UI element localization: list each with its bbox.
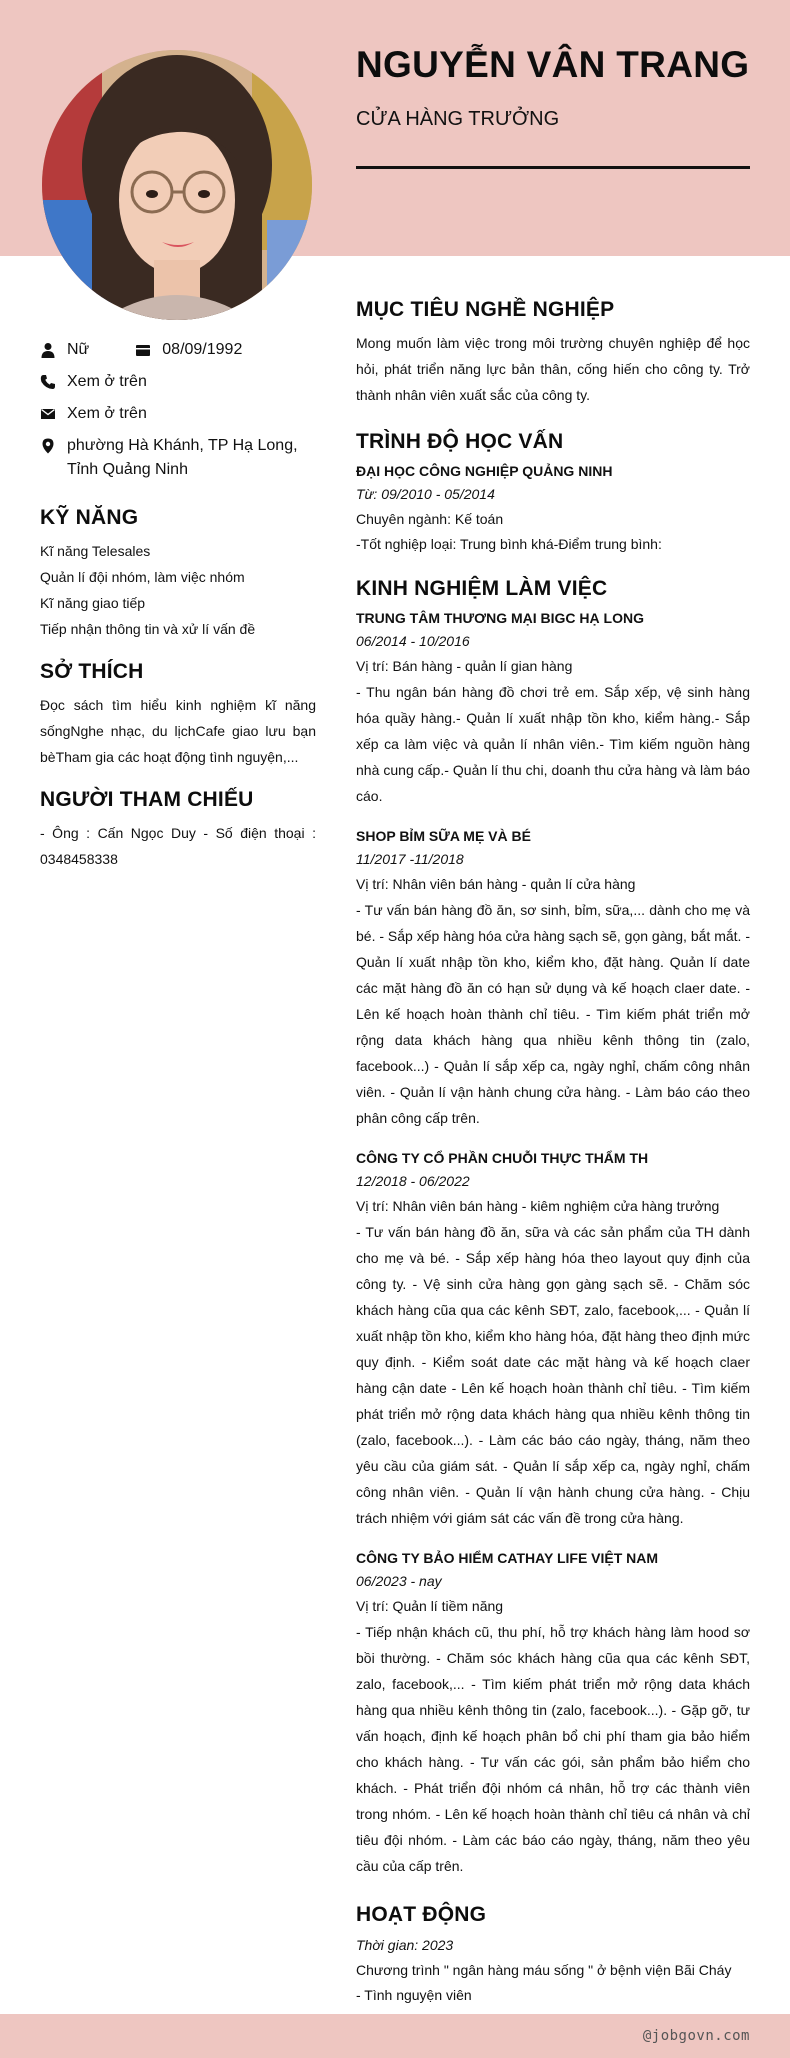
skills-heading: KỸ NĂNG [40, 506, 139, 529]
education-major: Chuyên ngành: Kế toán [356, 511, 504, 527]
experience-heading: KINH NGHIỆM LÀM VIỆC [356, 577, 608, 600]
skill-item: Tiếp nhận thông tin và xử lí vấn đề [40, 621, 256, 637]
job-period: 11/2017 -11/2018 [356, 851, 464, 867]
person-icon [40, 342, 56, 358]
job-entry [356, 607, 750, 809]
email-value: Xem ở trên [67, 405, 147, 422]
activity-line: - Tình nguyện viên [356, 1987, 472, 2003]
skill-item: Quản lí đội nhóm, làm việc nhóm [40, 569, 245, 585]
profile-photo [42, 50, 312, 320]
skill-item: Kĩ năng Telesales [40, 543, 151, 559]
job-entry [356, 1547, 750, 1879]
job-position: Vị trí: Nhân viên bán hàng - kiêm nghiệm cửa hàng trưởng [356, 1198, 720, 1214]
birthdate-value: 08/09/1992 [162, 341, 243, 358]
activity-line: Chương trình " ngân hàng máu sống " ở bệnh viện Bãi Cháy [356, 1962, 732, 1978]
job-company: SHOP BỈM SỮA MẸ VÀ BÉ [356, 828, 531, 844]
calendar-icon [135, 342, 151, 358]
job-description: - Thu ngân bán hàng đồ chơi trẻ em. Sắp xếp, vệ sinh hàng hóa quầy hàng.- Quản lí xuất nhập tồn kho, kiểm hàng.- Sắp xếp ca làm việc và quản lí nhân viên.- Tìm kiếm nguồn hàng nhà cung cấp.- Quản lí thu chi, doanh thu cửa hàng và làm báo cáo. [356, 684, 750, 804]
activities-period: Thời gian: 2023 [356, 1937, 454, 1953]
candidate-name: NGUYỄN VÂN TRANG [356, 44, 750, 85]
job-entry [356, 1147, 750, 1531]
location-icon [40, 438, 56, 454]
email-item [40, 402, 316, 426]
objective-heading: MỤC TIÊU NGHỀ NGHIỆP [356, 298, 615, 321]
gender-value: Nữ [67, 341, 90, 358]
job-company: CÔNG TY BẢO HIỂM CATHAY LIFE VIỆT NAM [356, 1550, 659, 1566]
gender-item [40, 338, 89, 362]
job-company: TRUNG TÂM THƯƠNG MẠI BIGC HẠ LONG [356, 610, 644, 626]
job-period: 06/2023 - nay [356, 1573, 442, 1589]
job-company: CÔNG TY CỔ PHẦN CHUỖI THỰC THẨM TH [356, 1150, 649, 1166]
job-description: - Tiếp nhận khách cũ, thu phí, hỗ trợ khách hàng làm hood sơ bồi thường. - Chăm sóc khách hàng cũa qua các kênh SĐT, zalo, facebook,... - Tìm kiếm phát triển mở rộng data khách hàng qua nhiều kênh thông tin (zalo, facebook...). - Gặp gỡ, tư vấn hoạch, định kế hoạch phân bổ chi phí tham gia bảo hiểm cho khách hàng. - Tư vấn các gói, sản phẩm bảo hiểm cho khách. - Phát triển đội nhóm cá nhân, hỗ trợ các thành viên trong nhóm. - Lên kế hoạch hoàn thành chỉ tiêu cá nhân và chỉ tiêu đội nhóm. - Làm các báo cáo ngày, tháng, năm theo yêu cầu của cấp trên. [356, 1624, 750, 1874]
right-column [356, 298, 750, 2033]
objective-text: Mong muốn làm việc trong môi trường chuyên nghiệp để học hỏi, phát triển năng lực bản thân, cống hiến cho công ty. Trở thành nhân viên xuất sắc của công ty. [356, 335, 750, 403]
education-period: Từ: 09/2010 - 05/2014 [356, 486, 495, 502]
job-position: Vị trí: Nhân viên bán hàng - quản lí cửa hàng [356, 876, 636, 892]
job-position: Vị trí: Bán hàng - quản lí gian hàng [356, 658, 573, 674]
phone-value: Xem ở trên [67, 373, 147, 390]
activities-heading: HOẠT ĐỘNG [356, 1903, 487, 1926]
mail-icon [40, 406, 56, 422]
job-position: Vị trí: Quản lí tiềm năng [356, 1598, 504, 1614]
education-section [356, 430, 750, 557]
job-description: - Tư vấn bán hàng đồ ăn, sữa và các sản phẩm của TH dành cho mẹ và bé. - Sắp xếp hàng hóa theo layout quy định của công ty. - Vệ sinh cửa hàng gọn gàng sạch sẽ. - Chăm sóc khách hàng cũa qua các kênh SĐT, zalo, facebook,... - Quản lí xuất nhập tồn kho, kiểm kho hàng hóa, đặt hàng theo định mức quy định. - Kiểm soát date các mặt hàng và kế hoạch claer hàng cận date - Lên kế hoạch hoàn thành chỉ tiêu. - Tìm kiếm phát triển mở rộng data khách hàng qua nhiều kênh thông tin (zalo, facebook...). - Làm các báo cáo ngày, tháng, năm theo yêu cầu của giám sát. - Quản lí sắp xếp ca, ngày nghỉ, chấm công nhân viên. - Quản lí vận hành chung cửa hàng. - Chịu trách nhiệm với giám sát các vấn đề trong cửa hàng. [356, 1224, 750, 1526]
job-period: 12/2018 - 06/2022 [356, 1173, 470, 1189]
phone-item [40, 370, 316, 394]
address-item [40, 434, 316, 482]
job-description: - Tư vấn bán hàng đồ ăn, sơ sinh, bỉm, sữa,... dành cho mẹ và bé. - Sắp xếp hàng hóa cửa hàng sạch sẽ, gọn gàng, bắt mắt. - Quản lí xuất nhập tồn kho, kiểm kho, đặt hàng. Quản lí date các mặt hàng đồ ăn có hạn sử dụng và kế hoạch claer date. - Lên kế hoạch hoàn thành chỉ tiêu. - Tìm kiếm phát triển mở rộng data khách hàng qua nhiều kênh thông tin (zalo, facebook...) - Quản lí sắp xếp ca, ngày nghỉ, chấm công nhân viên. - Quản lí vận hành chung cửa hàng. - Làm báo cáo theo phân công cấp trên. [356, 902, 750, 1126]
watermark-text: @jobgovn.com [642, 2028, 750, 2044]
left-column [40, 338, 316, 872]
hobbies-heading: SỞ THÍCH [40, 660, 144, 683]
skills-list [40, 538, 316, 642]
references-text: - Ông : Cấn Ngọc Duy - Số điện thoại : 0348458338 [40, 825, 316, 867]
phone-icon [40, 374, 56, 390]
education-heading: TRÌNH ĐỘ HỌC VẤN [356, 430, 564, 453]
header-divider [356, 166, 750, 169]
experience-section [356, 577, 750, 1879]
skill-item: Kĩ năng giao tiếp [40, 595, 146, 611]
job-entry [356, 825, 750, 1131]
address-value: phường Hà Khánh, TP Hạ Long, Tỉnh Quảng Ninh [67, 437, 298, 478]
candidate-role: CỬA HÀNG TRƯỞNG [356, 108, 560, 130]
school-name: ĐẠI HỌC CÔNG NGHIỆP QUẢNG NINH [356, 463, 613, 479]
hobbies-text: Đọc sách tìm hiểu kinh nghiệm kĩ năng sốngNghe nhạc, du lịchCafe giao lưu bạn bèTham gia các hoạt động tình nguyện,... [40, 697, 316, 765]
job-period: 06/2014 - 10/2016 [356, 633, 470, 649]
personal-info-row [40, 338, 316, 362]
education-grade: -Tốt nghiệp loại: Trung bình khá-Điểm trung bình: [356, 536, 662, 552]
references-heading: NGƯỜI THAM CHIẾU [40, 788, 254, 811]
portrait-illustration [42, 50, 312, 320]
birthdate-item [135, 338, 242, 362]
